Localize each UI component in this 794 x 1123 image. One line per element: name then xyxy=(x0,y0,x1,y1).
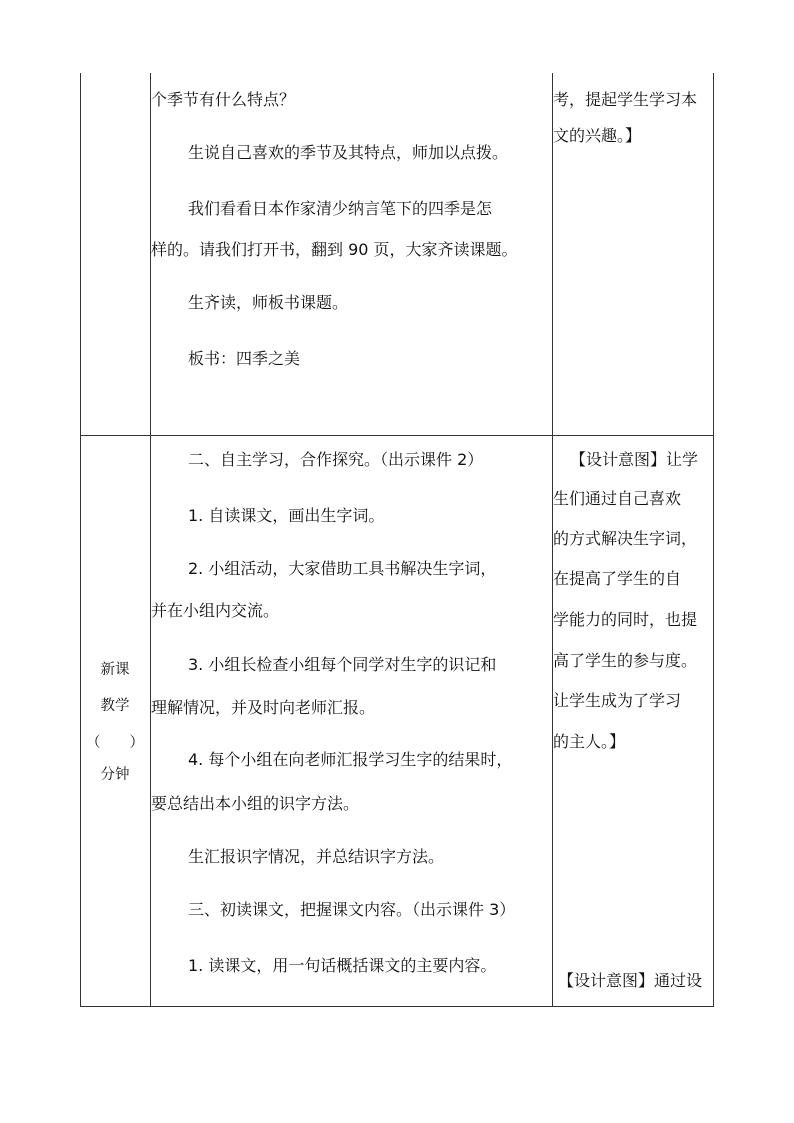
content-line: 我们看看日本作家清少纳言笔下的四季是怎 xyxy=(188,199,493,218)
content-line: 1. 自读课文，画出生字词。 xyxy=(188,506,385,525)
intent-line: 的主人。】 xyxy=(553,732,626,751)
content-line: 生汇报识字情况，并总结识字方法。 xyxy=(188,847,445,866)
table-row-2-content-cell xyxy=(150,435,552,1006)
content-line: 个季节有什么特点？ xyxy=(151,90,296,109)
content-line: 4. 每个小组在向老师汇报学习生字的结果时， xyxy=(188,750,513,769)
content-line: 生齐读，师板书课题。 xyxy=(188,293,349,312)
table-border-right xyxy=(713,73,714,1007)
table-row-2-intent-cell xyxy=(552,435,713,1006)
content-line: 1. 读课文，用一句话概括课文的主要内容。 xyxy=(188,956,497,975)
intent-line: 让学生成为了学习 xyxy=(553,691,682,710)
content-line: 生说自己喜欢的季节及其特点，师加以点拨。 xyxy=(188,143,509,162)
section-label-line: 分钟 xyxy=(100,767,130,783)
intent-line: 高了学生的参与度。 xyxy=(553,651,698,670)
intent-line: 【设计意图】通过设 xyxy=(558,971,703,990)
intent-line: 的方式解决生字词， xyxy=(553,529,698,548)
content-line: 理解情况，并及时向老师汇报。 xyxy=(151,698,376,717)
lesson-plan-table xyxy=(80,73,714,1007)
content-line: 要总结出本小组的识字方法。 xyxy=(151,794,360,813)
content-line: 样的。请我们打开书，翻到 90 页，大家齐读课题。 xyxy=(151,240,518,259)
content-line: 3. 小组长检查小组每个同学对生字的识记和 xyxy=(188,655,497,674)
table-border-bottom xyxy=(80,1006,714,1007)
intent-line: 考，提起学生学习本 xyxy=(553,90,698,109)
section-duration-blank: （ ） xyxy=(86,735,144,751)
intent-line: 【设计意图】让学 xyxy=(570,450,699,469)
intent-line: 在提高了学生的自 xyxy=(553,569,682,588)
intent-line: 生们通过自己喜欢 xyxy=(553,489,682,508)
section-label-line: 教学 xyxy=(100,698,130,714)
table-row-2-section-cell xyxy=(80,435,150,1006)
table-row-1-section-cell xyxy=(80,73,150,435)
content-line: 2. 小组活动，大家借助工具书解决生字词， xyxy=(188,559,497,578)
intent-line: 学能力的同时，也提 xyxy=(553,610,698,629)
content-heading: 三、初读课文，把握课文内容。（出示课件 3） xyxy=(188,900,516,919)
table-row-1-content-cell xyxy=(150,73,552,435)
content-line: 板书：四季之美 xyxy=(188,349,301,368)
table-row-1-intent-cell xyxy=(552,73,713,435)
content-heading: 二、自主学习，合作探究。（出示课件 2） xyxy=(188,450,484,469)
section-label-line: 新课 xyxy=(100,662,130,678)
intent-line: 文的兴趣。】 xyxy=(553,126,642,145)
content-line: 并在小组内交流。 xyxy=(151,601,280,620)
